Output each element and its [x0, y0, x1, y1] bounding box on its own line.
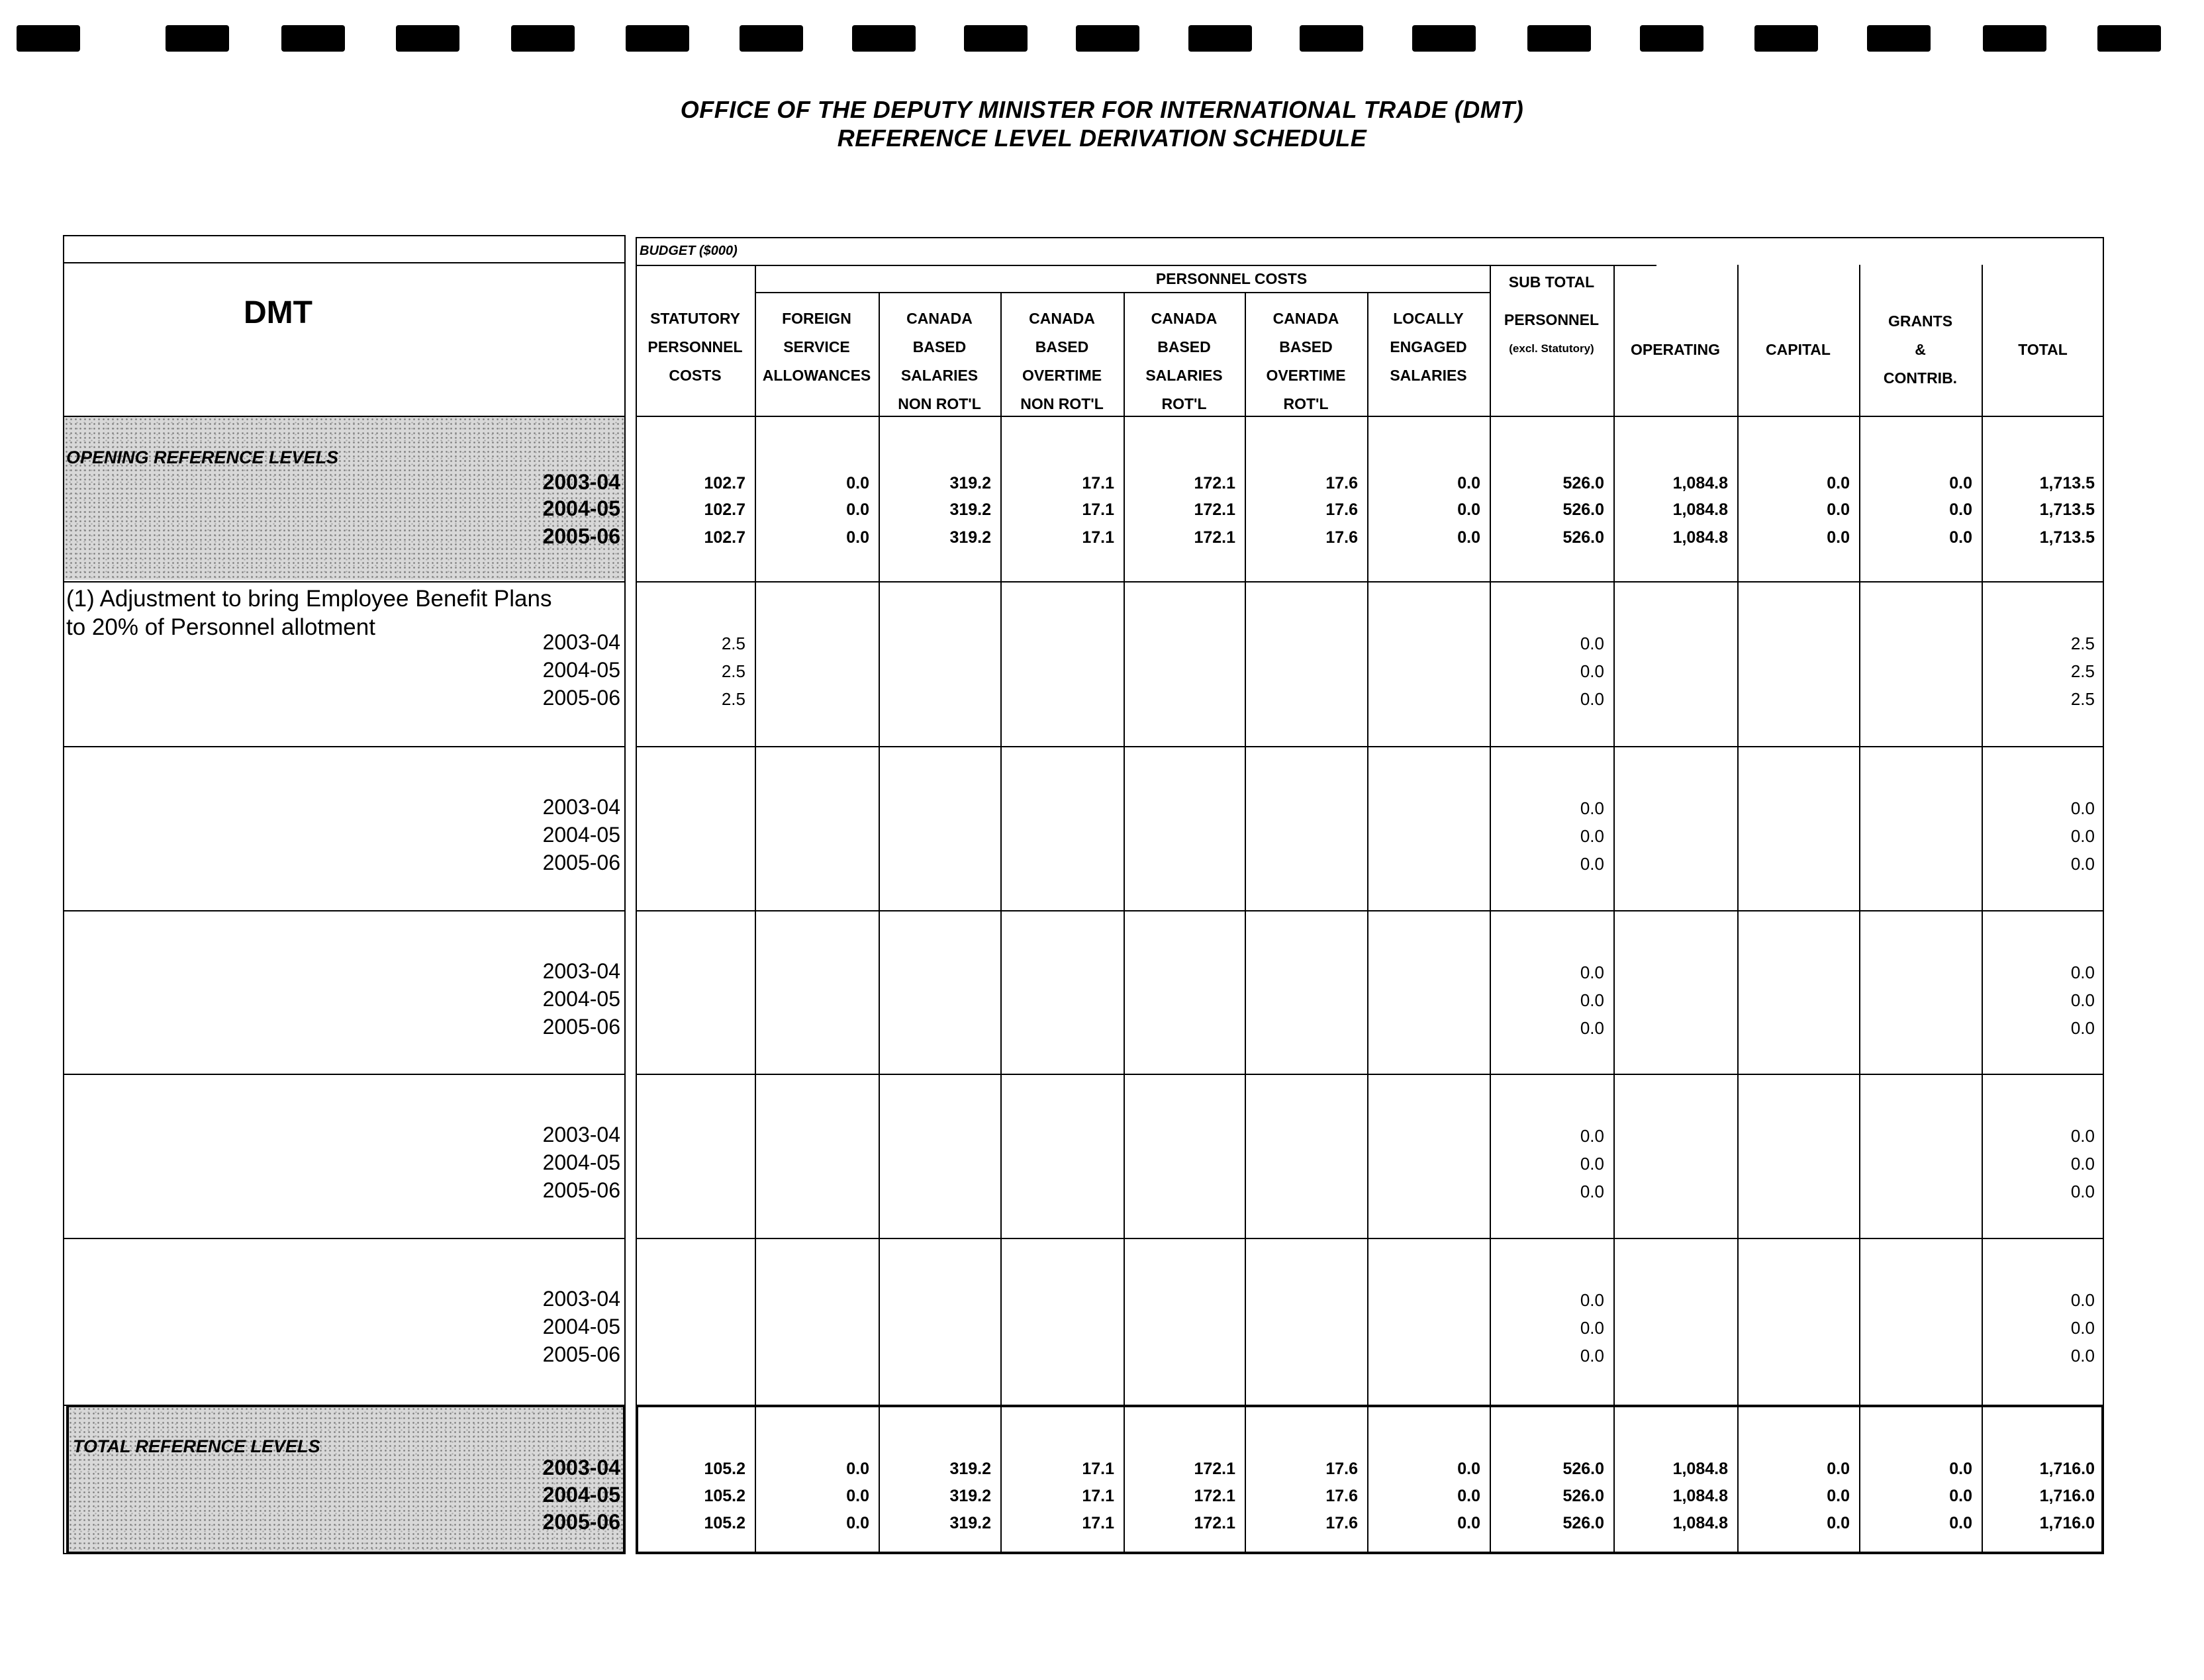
cell-value: 17.1	[1082, 500, 1114, 519]
cell-value: 0.0	[1580, 689, 1604, 709]
cell-value: 0.0	[1949, 474, 1972, 492]
cell-value: 2.5	[2070, 689, 2095, 709]
section-rule	[636, 1238, 2104, 1239]
page-title: OFFICE OF THE DEPUTY MINISTER FOR INTERNATIONAL TRADE (DMT)	[680, 96, 1524, 123]
fiscal-year: 2003-04	[542, 1456, 620, 1479]
binder-hole	[964, 25, 1028, 52]
cell-value: 0.0	[2070, 1346, 2095, 1366]
cell-value: 0.0	[1457, 528, 1480, 547]
cell-value: 2.5	[721, 661, 745, 681]
binder-hole	[1188, 25, 1252, 52]
fiscal-year: 2004-05	[542, 987, 620, 1011]
cell-value: 0.0	[846, 1514, 869, 1532]
fiscal-year: 2003-04	[542, 630, 620, 654]
binder-hole	[740, 25, 803, 52]
fiscal-year: 2004-05	[542, 823, 620, 847]
cell-value: 526.0	[1562, 474, 1604, 492]
column-header-line: FOREIGN	[782, 310, 851, 327]
cell-value: 172.1	[1194, 474, 1235, 492]
binder-hole	[1983, 25, 2046, 52]
cell-value: 17.6	[1325, 500, 1358, 519]
cell-value: 1,084.8	[1672, 500, 1728, 519]
cell-value: 0.0	[1580, 1018, 1604, 1038]
section-rule	[63, 581, 626, 583]
column-header-line: PERSONNEL	[647, 338, 743, 355]
column-header-line: SERVICE	[783, 338, 850, 355]
column-header-line: CANADA	[906, 310, 973, 327]
cell-value: 0.0	[1949, 528, 1972, 547]
column-header-line: NON ROT'L	[898, 395, 981, 412]
unit-name: DMT	[244, 295, 312, 330]
binder-hole	[1754, 25, 1818, 52]
fiscal-year: 2003-04	[542, 959, 620, 983]
cell-value: 17.1	[1082, 1514, 1114, 1532]
cell-value: 172.1	[1194, 500, 1235, 519]
cell-value: 0.0	[846, 528, 869, 547]
cell-value: 172.1	[1194, 1487, 1235, 1505]
column-header-line: ROT'L	[1283, 395, 1329, 412]
cell-value: 1,713.5	[2039, 474, 2095, 492]
binder-hole	[1867, 25, 1931, 52]
adjustment-description: (1) Adjustment to bring Employee Benefit Plans	[66, 586, 552, 612]
cell-value: 172.1	[1194, 528, 1235, 547]
cell-value: 0.0	[1580, 661, 1604, 681]
cell-value: 0.0	[1580, 962, 1604, 982]
fiscal-year: 2005-06	[542, 1510, 620, 1534]
column-header-line: TOTAL	[2018, 341, 2068, 358]
cell-value: 0.0	[1827, 1487, 1850, 1505]
cell-value: 17.6	[1325, 1487, 1358, 1505]
cell-value: 526.0	[1562, 1460, 1604, 1478]
cell-value: 0.0	[1827, 528, 1850, 547]
column-header-line: GRANTS	[1888, 312, 1953, 330]
fiscal-year: 2005-06	[542, 686, 620, 710]
fiscal-year: 2005-06	[542, 1342, 620, 1366]
column-header-line: ROT'L	[1161, 395, 1207, 412]
cell-value: 102.7	[704, 528, 745, 547]
cell-value: 17.1	[1082, 1487, 1114, 1505]
section-label: TOTAL REFERENCE LEVELS	[73, 1436, 320, 1456]
cell-value: 0.0	[1827, 474, 1850, 492]
binder-hole	[1527, 25, 1591, 52]
column-header-line: BASED	[1279, 338, 1333, 355]
column-header-line: &	[1915, 341, 1926, 358]
personnel-costs-rule	[755, 292, 1490, 293]
cell-value: 0.0	[1827, 1460, 1850, 1478]
cell-value: 0.0	[1827, 1514, 1850, 1532]
section-rule	[63, 746, 626, 747]
cell-value: 17.6	[1325, 1460, 1358, 1478]
cell-value: 0.0	[1580, 826, 1604, 846]
cell-value: 0.0	[2070, 1018, 2095, 1038]
cell-value: 172.1	[1194, 1514, 1235, 1532]
fiscal-year: 2004-05	[542, 496, 620, 520]
cell-value: 319.2	[949, 1460, 991, 1478]
cell-value: 0.0	[1580, 1126, 1604, 1146]
fiscal-year: 2005-06	[542, 1015, 620, 1039]
page-subtitle: REFERENCE LEVEL DERIVATION SCHEDULE	[837, 124, 1367, 152]
column-header-line: CONTRIB.	[1883, 369, 1958, 387]
cell-value: 1,716.0	[2039, 1460, 2095, 1478]
binder-hole	[1412, 25, 1476, 52]
fiscal-year: 2005-06	[542, 1178, 620, 1202]
cell-value: 0.0	[2070, 962, 2095, 982]
cell-value: 319.2	[949, 1514, 991, 1532]
cell-value: 105.2	[704, 1487, 745, 1505]
cell-value: 0.0	[1580, 1182, 1604, 1201]
cell-value: 0.0	[1457, 500, 1480, 519]
column-header-line: LOCALLY	[1393, 310, 1464, 327]
column-header-line: (excl. Statutory)	[1509, 342, 1594, 355]
cell-value: 0.0	[2070, 854, 2095, 874]
binder-hole	[2097, 25, 2161, 52]
column-header-line: OPERATING	[1630, 341, 1721, 358]
section-rule	[63, 1074, 626, 1075]
cell-value: 0.0	[1457, 1514, 1480, 1532]
cell-value: 17.6	[1325, 528, 1358, 547]
cell-value: 1,713.5	[2039, 528, 2095, 547]
section-label: OPENING REFERENCE LEVELS	[66, 447, 339, 467]
fiscal-year: 2004-05	[542, 1483, 620, 1507]
cell-value: 172.1	[1194, 1460, 1235, 1478]
cell-value: 526.0	[1562, 528, 1604, 547]
cell-value: 0.0	[1949, 500, 1972, 519]
binder-hole	[166, 25, 229, 52]
cell-value: 319.2	[949, 528, 991, 547]
section-rule	[636, 746, 2104, 747]
fiscal-year: 2003-04	[542, 1287, 620, 1311]
fiscal-year: 2004-05	[542, 1315, 620, 1338]
cell-value: 1,084.8	[1672, 1487, 1728, 1505]
cell-value: 1,084.8	[1672, 528, 1728, 547]
cell-value: 0.0	[1580, 798, 1604, 818]
cell-value: 0.0	[1580, 1154, 1604, 1174]
cell-value: 0.0	[1580, 1318, 1604, 1338]
binder-hole	[281, 25, 345, 52]
cell-value: 0.0	[2070, 1318, 2095, 1338]
binder-hole	[511, 25, 575, 52]
section-rule	[63, 910, 626, 911]
cell-value: 0.0	[2070, 798, 2095, 818]
cell-value: 2.5	[721, 633, 745, 653]
cell-value: 0.0	[1949, 1487, 1972, 1505]
column-header-line: CANADA	[1272, 310, 1339, 327]
column-header-line: OVERTIME	[1266, 367, 1346, 384]
cell-value: 0.0	[846, 500, 869, 519]
header-bottom-rule	[636, 416, 2104, 417]
cell-value: 0.0	[1580, 1346, 1604, 1366]
budget-table	[636, 237, 2104, 1554]
cell-value: 105.2	[704, 1460, 745, 1478]
cell-value: 526.0	[1562, 500, 1604, 519]
cell-value: 319.2	[949, 500, 991, 519]
cell-value: 1,716.0	[2039, 1487, 2095, 1505]
cell-value: 0.0	[1580, 990, 1604, 1010]
column-header-line: CANADA	[1151, 310, 1218, 327]
column-divider	[1859, 265, 1860, 1554]
cell-value: 0.0	[2070, 1126, 2095, 1146]
cell-value: 319.2	[949, 1487, 991, 1505]
cell-value: 0.0	[1949, 1514, 1972, 1532]
budget-label: BUDGET ($000)	[640, 244, 738, 258]
section-rule	[636, 581, 2104, 583]
cell-value: 0.0	[846, 1487, 869, 1505]
left-header-rule	[63, 262, 626, 263]
section-rule	[63, 1238, 626, 1239]
fiscal-year: 2004-05	[542, 658, 620, 682]
cell-value: 0.0	[1580, 633, 1604, 653]
binder-hole	[1300, 25, 1363, 52]
cell-value: 319.2	[949, 474, 991, 492]
cell-value: 102.7	[704, 474, 745, 492]
cell-value: 0.0	[1580, 854, 1604, 874]
column-header-line: CAPITAL	[1766, 341, 1831, 358]
column-divider	[1613, 265, 1615, 1554]
fiscal-year: 2003-04	[542, 795, 620, 819]
cell-value: 1,713.5	[2039, 500, 2095, 519]
column-header-line: BASED	[1157, 338, 1211, 355]
binder-hole	[396, 25, 459, 52]
binder-hole	[1640, 25, 1703, 52]
cell-value: 0.0	[1457, 474, 1480, 492]
cell-value: 0.0	[846, 474, 869, 492]
cell-value: 0.0	[2070, 990, 2095, 1010]
cell-value: 0.0	[1949, 1460, 1972, 1478]
sub-total-label: SUB TOTAL	[1508, 273, 1595, 291]
cell-value: 0.0	[2070, 1290, 2095, 1310]
cell-value: 1,084.8	[1672, 474, 1728, 492]
fiscal-year: 2003-04	[542, 1123, 620, 1146]
column-header-line: BASED	[1035, 338, 1089, 355]
cell-value: 105.2	[704, 1514, 745, 1532]
column-divider	[1737, 265, 1739, 1554]
column-header-line: ALLOWANCES	[762, 367, 871, 384]
fiscal-year: 2003-04	[542, 470, 620, 494]
cell-value: 17.1	[1082, 528, 1114, 547]
cell-value: 0.0	[2070, 826, 2095, 846]
column-header-line: SALARIES	[1145, 367, 1223, 384]
cell-value: 1,084.8	[1672, 1460, 1728, 1478]
cell-value: 0.0	[1827, 500, 1850, 519]
column-header-line: STATUTORY	[650, 310, 740, 327]
cell-value: 17.6	[1325, 1514, 1358, 1532]
cell-value: 102.7	[704, 500, 745, 519]
cell-value: 0.0	[2070, 1154, 2095, 1174]
column-header-line: CANADA	[1029, 310, 1095, 327]
column-header-line: SALARIES	[1390, 367, 1467, 384]
cell-value: 17.6	[1325, 474, 1358, 492]
cell-value: 1,716.0	[2039, 1514, 2095, 1532]
column-header-line: SALARIES	[900, 367, 979, 384]
fiscal-year: 2004-05	[542, 1150, 620, 1174]
cell-value: 526.0	[1562, 1487, 1604, 1505]
column-divider	[755, 265, 756, 1554]
cell-value: 0.0	[1580, 1290, 1604, 1310]
cell-value: 0.0	[1457, 1460, 1480, 1478]
cell-value: 526.0	[1562, 1514, 1604, 1532]
column-header-line: COSTS	[669, 367, 722, 384]
column-header-line: NON ROT'L	[1020, 395, 1104, 412]
cell-value: 0.0	[2070, 1182, 2095, 1201]
binder-hole	[626, 25, 689, 52]
fiscal-year: 2005-06	[542, 851, 620, 874]
adjustment-description: to 20% of Personnel allotment	[66, 614, 375, 640]
column-header-line: ENGAGED	[1390, 338, 1467, 355]
section-rule	[636, 1074, 2104, 1075]
column-header-line: BASED	[912, 338, 967, 355]
cell-value: 0.0	[1457, 1487, 1480, 1505]
cell-value: 2.5	[721, 689, 745, 709]
column-header-line: OVERTIME	[1022, 367, 1102, 384]
binder-hole	[17, 25, 80, 52]
cell-value: 2.5	[2070, 633, 2095, 653]
cell-value: 17.1	[1082, 474, 1114, 492]
binder-hole	[852, 25, 916, 52]
section-rule	[636, 910, 2104, 911]
fiscal-year: 2005-06	[542, 524, 620, 548]
cell-value: 17.1	[1082, 1460, 1114, 1478]
cell-value: 2.5	[2070, 661, 2095, 681]
cell-value: 1,084.8	[1672, 1514, 1728, 1532]
personnel-costs-label: PERSONNEL COSTS	[1155, 270, 1308, 287]
column-header-line: PERSONNEL	[1504, 311, 1600, 328]
cell-value: 0.0	[846, 1460, 869, 1478]
binder-hole	[1076, 25, 1139, 52]
